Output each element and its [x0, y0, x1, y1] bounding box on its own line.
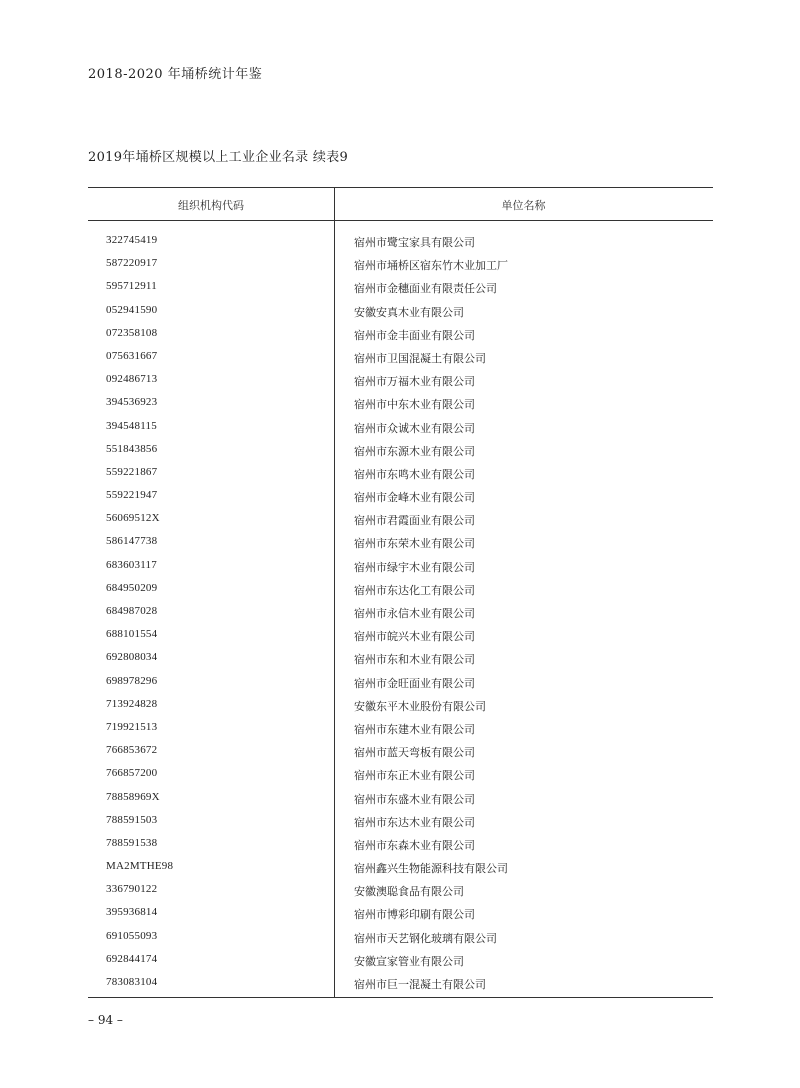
table-row — [88, 440, 713, 463]
table-row — [88, 903, 713, 926]
table-bottom-rule — [88, 997, 713, 998]
table-row — [88, 788, 713, 811]
company-name-cell: 宿州市蓝天弯板有限公司 — [354, 746, 475, 760]
table-row — [88, 718, 713, 741]
table-row — [88, 347, 713, 370]
table-row — [88, 834, 713, 857]
table-row — [88, 811, 713, 834]
org-code-cell: 394536923 — [106, 396, 158, 409]
company-name-cell: 宿州市博彩印刷有限公司 — [354, 908, 475, 922]
company-name-cell: 宿州市鹭宝家具有限公司 — [354, 236, 475, 249]
company-name-cell: 宿州市永信木业有限公司 — [354, 607, 475, 620]
org-code-cell: 559221947 — [106, 489, 158, 502]
company-name-cell: 宿州市东盛木业有限公司 — [354, 792, 475, 806]
org-code-cell: 075631667 — [106, 349, 158, 362]
table-row — [88, 509, 713, 532]
org-code-cell: 788591538 — [106, 836, 158, 849]
table-row — [88, 556, 713, 579]
table-row — [88, 927, 713, 950]
table-row — [88, 301, 713, 324]
table-row — [88, 417, 713, 440]
company-name-cell: 宿州市东达木业有限公司 — [354, 815, 475, 829]
org-code-cell: 684950209 — [106, 581, 158, 594]
company-name-cell: 宿州鑫兴生物能源科技有限公司 — [354, 862, 508, 876]
company-name-cell: 安徽东平木业股份有限公司 — [354, 699, 486, 713]
table-row — [88, 254, 713, 277]
company-name-cell: 宿州市众诚木业有限公司 — [354, 421, 475, 435]
org-code-cell: 692844174 — [106, 952, 158, 965]
company-name-cell: 宿州市卫国混凝土有限公司 — [354, 351, 486, 365]
org-code-cell: 788591503 — [106, 813, 158, 826]
company-name-cell: 宿州市东和木业有限公司 — [354, 653, 475, 667]
table-title: 2019年埇桥区规模以上工业企业名录 续表9 — [88, 150, 349, 165]
company-name-cell: 安徽宣家管业有限公司 — [354, 954, 464, 968]
company-name-cell: 宿州市金峰木业有限公司 — [354, 491, 475, 505]
company-name-cell: 宿州市巨一混凝土有限公司 — [354, 978, 486, 991]
org-code-cell: 587220917 — [106, 257, 158, 270]
org-code-cell: 78858969X — [106, 790, 160, 803]
company-name-cell: 宿州市东鸣木业有限公司 — [354, 467, 475, 481]
table-row — [88, 880, 713, 903]
column-header-code: 组织机构代码 — [178, 199, 244, 212]
company-name-cell: 安徽安真木业有限公司 — [354, 305, 464, 319]
running-header: 2018-2020 年埇桥统计年鉴 — [88, 67, 263, 82]
company-name-cell: 宿州市皖兴木业有限公司 — [354, 630, 475, 644]
company-name-cell: 宿州市天艺钢化玻璃有限公司 — [354, 931, 497, 945]
org-code-cell: 688101554 — [106, 628, 158, 641]
table-row — [88, 277, 713, 300]
org-code-cell: 394548115 — [106, 419, 157, 432]
org-code-cell: 559221867 — [106, 465, 158, 478]
org-code-cell: 684987028 — [106, 605, 158, 617]
org-code-cell: 595712911 — [106, 280, 157, 293]
company-name-cell: 宿州市东建木业有限公司 — [354, 722, 475, 736]
table-row — [88, 648, 713, 671]
org-code-cell: 092486713 — [106, 373, 158, 386]
company-name-cell: 宿州市东荣木业有限公司 — [354, 537, 475, 551]
org-code-cell: 691055093 — [106, 929, 158, 942]
table-row — [88, 324, 713, 347]
company-name-cell: 宿州市君霞面业有限公司 — [354, 514, 475, 528]
org-code-cell: 783083104 — [106, 976, 158, 988]
page-number: – 94 – — [88, 1013, 123, 1027]
org-code-cell: 719921513 — [106, 720, 158, 733]
company-name-cell: 宿州市东源木业有限公司 — [354, 444, 475, 458]
company-name-cell: 宿州市中东木业有限公司 — [354, 398, 475, 412]
table-top-rule — [88, 187, 713, 188]
table-row — [88, 532, 713, 555]
org-code-cell: 586147738 — [106, 535, 158, 548]
company-name-cell: 宿州市金丰面业有限公司 — [354, 328, 475, 342]
company-name-cell: 宿州市金穗面业有限责任公司 — [354, 282, 497, 296]
org-code-cell: 395936814 — [106, 906, 158, 919]
table-row — [88, 463, 713, 486]
table-body — [88, 231, 713, 996]
org-code-cell: 052941590 — [106, 303, 158, 316]
table-row — [88, 695, 713, 718]
org-code-cell: 336790122 — [106, 883, 158, 896]
table-row — [88, 393, 713, 416]
org-code-cell: 692808034 — [106, 651, 158, 664]
table-row — [88, 764, 713, 787]
org-code-cell: 766853672 — [106, 744, 158, 757]
org-code-cell: 551843856 — [106, 442, 158, 455]
org-code-cell: 683603117 — [106, 558, 157, 571]
company-name-cell: 宿州市金旺面业有限公司 — [354, 676, 475, 690]
org-code-cell: 766857200 — [106, 767, 158, 780]
company-name-cell: 宿州市东达化工有限公司 — [354, 583, 475, 597]
table-row — [88, 231, 713, 254]
table-row — [88, 625, 713, 648]
table-row — [88, 602, 713, 625]
org-code-cell: 322745419 — [106, 234, 158, 246]
column-header-name: 单位名称 — [501, 199, 546, 212]
company-name-cell: 安徽澳聪食品有限公司 — [354, 885, 464, 899]
company-name-cell: 宿州市万福木业有限公司 — [354, 375, 475, 389]
table-row — [88, 579, 713, 602]
table-row — [88, 857, 713, 880]
org-code-cell: MA2MTHE98 — [106, 860, 174, 873]
company-name-cell: 宿州市东森木业有限公司 — [354, 838, 475, 852]
table-row — [88, 672, 713, 695]
table-header-rule — [88, 220, 713, 221]
table-row — [88, 370, 713, 393]
company-name-cell: 宿州市东正木业有限公司 — [354, 769, 475, 783]
table-row — [88, 973, 713, 996]
company-name-cell: 宿州市绿宇木业有限公司 — [354, 560, 475, 574]
table-row — [88, 741, 713, 764]
org-code-cell: 698978296 — [106, 674, 158, 687]
org-code-cell: 713924828 — [106, 697, 158, 710]
table-row — [88, 486, 713, 509]
org-code-cell: 072358108 — [106, 326, 158, 339]
org-code-cell: 56069512X — [106, 512, 160, 525]
company-name-cell: 宿州市埇桥区宿东竹木业加工厂 — [354, 259, 508, 273]
table-row — [88, 950, 713, 973]
